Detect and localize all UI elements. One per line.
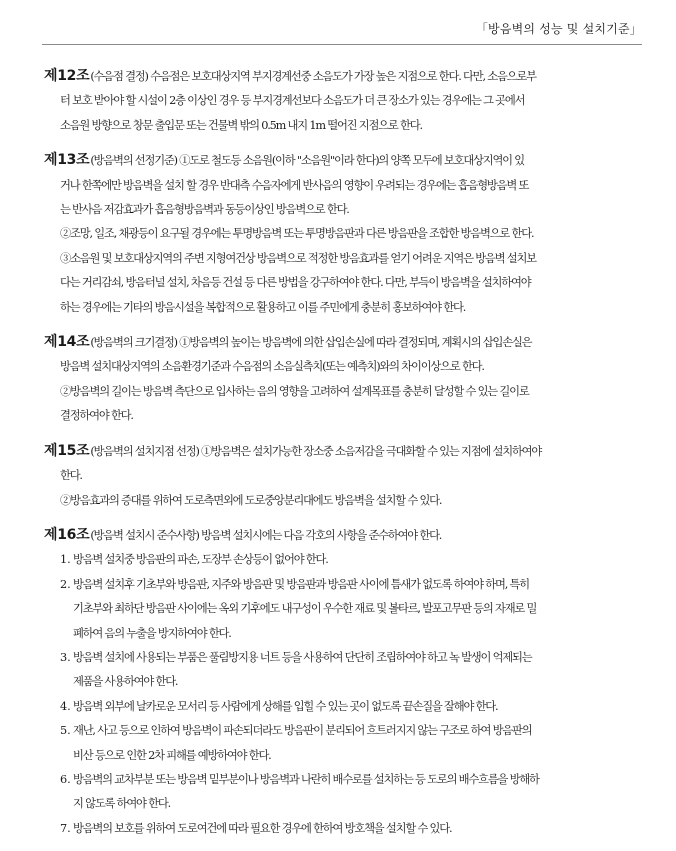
list-item-number: 1.	[60, 553, 71, 567]
list-item	[44, 548, 638, 572]
article-15	[44, 439, 638, 513]
list-item-text: 방음벽 외부에 날카로운 모서리 등 사람에게 상해를 입힐 수 있는 곳이 없도록 끝손질을 잘해야 한다.	[73, 699, 498, 713]
list-item-number: 5.	[60, 724, 71, 738]
article-number: 제13조	[44, 152, 90, 169]
article-text: ②방음벽의 길이는 방음벽 측단으로 입사하는 음의 영향을 고려하여 설계목표를 충분히 달성할 수 있는 길이로	[60, 384, 529, 398]
article-text: ③소음원 및 보호대상지역의 주변 지형여건상 방음벽으로 적정한 방음효과를 얻기 어려운 지역은 방음벽 설치보	[60, 251, 536, 265]
article-intro: 방음벽 설치시에는 다음 각호의 사항을 준수하여야 한다.	[198, 528, 442, 542]
article-text: ②방음효과의 증대를 위하여 도로측면외에 도로중앙분리대에도 방음벽을 설치할 수 있다.	[60, 493, 442, 507]
article-text: 방음벽 설치대상지역의 소음환경기준과 수음점의 소음실측치(또는 예측치)와의 차이이상으로 한다.	[60, 360, 484, 374]
list-item-text: 기초부와 최하단 방음판 사이에는 옥외 기후에도 내구성이 우수한 재료 및 볼타르, 발포고무판 등의 자재로 밀	[73, 602, 537, 616]
article-text: 거나 한쪽에만 방음벽을 설치 할 경우 반대측 수음자에게 반사음의 영향이 우려되는 경우에는 흡음형방음벽 또	[60, 178, 529, 192]
list-item	[44, 719, 638, 768]
list-item	[44, 573, 638, 646]
article-text: ①도로 철도등 소음원(이하 "소음원"이라 한다)의 양쪽 모두에 보호대상지역이 있	[176, 154, 524, 168]
article-title: (방음벽의 선정기준)	[90, 154, 177, 168]
article-text: 터 보호 받아야 할 시설이 2층 이상인 경우 등 부지경계선보다 소음도가 더 큰 장소가 있는 경우에는 그 곳에서	[60, 94, 525, 108]
list-item	[44, 646, 638, 695]
list-item-number: 7.	[60, 821, 71, 835]
article-text: ①방음벽은 설치가능한 장소중 소음저감을 극대화할 수 있는 지점에 설치하여야	[198, 444, 542, 458]
article-title: (방음벽의 크기결정)	[90, 336, 177, 350]
article-title: (수음점 결정)	[90, 70, 148, 83]
list-item-text: 지 않도록 하여야 한다.	[73, 797, 170, 811]
article-16	[44, 523, 638, 841]
list-item-text: 방음벽의 교차부분 또는 방음벽 밑부분이나 방음벽과 나란히 배수로를 설치하는 등 도로의 배수흐름을 방해하	[73, 772, 539, 786]
article-text: 결정하여야 한다.	[60, 409, 133, 423]
document-body	[44, 64, 638, 851]
article-text: ②조망, 일조, 채광등이 요구될 경우에는 투명방음벽 또는 투명방음판과 다른 방음판을 조합한 방음벽으로 한다.	[60, 227, 534, 241]
article-12	[44, 64, 638, 138]
list-item-text: 방음벽 설치후 기초부와 방음판, 지주와 방음판 및 방음판과 방음판 사이에 틈새가 없도록 하여야 하며, 특히	[73, 577, 529, 591]
article-text: 소음원 방향으로 창문 출입문 또는 건물벽 밖의 0.5m 내지 1m 떨어진 지점으로 한다.	[60, 118, 422, 132]
list-item-text: 제품을 사용하여야 한다.	[73, 675, 178, 689]
list-item-number: 3.	[60, 650, 71, 664]
list-item-text: 방음벽의 보호를 위하여 도로여건에 따라 필요한 경우에 한하여 방호책을 설치할 수 있다.	[73, 821, 452, 835]
list-item-text: 방음벽 설치중 방음판의 파손, 도장부 손상등이 없어야 한다.	[73, 553, 328, 567]
list-item	[44, 768, 638, 817]
article-text: 다는 거리감쇠, 방음터널 설치, 차음등 건설 등 다른 방법을 강구하여야 한다. 다만, 부득이 방음벽을 설치하여야	[60, 276, 531, 290]
header-rule	[42, 44, 642, 45]
running-header-title: 「방음벽의 성능 및 설치기준」	[475, 22, 642, 36]
list-item	[44, 695, 638, 719]
list-item	[44, 817, 638, 841]
list-item-text: 비산 등으로 인한 2차 피해를 예방하여야 한다.	[73, 748, 271, 762]
article-number: 제15조	[44, 442, 90, 459]
requirements-list	[44, 548, 638, 841]
list-item-number: 2.	[60, 577, 71, 591]
article-text: 수음점은 보호대상지역 부지경계선중 소음도가 가장 높은 지점으로 한다. 다만, 소음으로부	[147, 70, 536, 83]
article-text: 하는 경우에는 기타의 방음시설을 복합적으로 활용하고 이를 주민에게 충분히 홍보하여야 한다.	[60, 300, 466, 314]
article-text: 한다.	[60, 469, 82, 483]
list-item-number: 4.	[60, 699, 71, 713]
article-number: 제16조	[44, 526, 90, 543]
article-title: (방음벽의 설치지점 선정)	[90, 444, 199, 458]
article-13	[44, 148, 638, 320]
article-text: 는 반사음 저감효과가 흡음형방음벽과 동등이상인 방음벽으로 한다.	[60, 203, 349, 217]
article-text: ①방음벽의 높이는 방음벽에 의한 삽입손실에 따라 결정되며, 계획시의 삽입손실은	[176, 336, 532, 350]
list-item-text: 재난, 사고 등으로 인하여 방음벽이 파손되더라도 방음판이 분리되어 흐트러지지 않는 구조로 하여 방음판의	[73, 724, 532, 738]
article-number: 제14조	[44, 334, 90, 351]
article-number: 제12조	[44, 68, 90, 84]
list-item-text: 폐하여 음의 누출을 방지하여야 한다.	[73, 626, 231, 640]
article-title: (방음벽 설치시 준수사항)	[90, 528, 199, 542]
list-item-number: 6.	[60, 772, 71, 786]
article-14	[44, 330, 638, 429]
list-item-text: 방음벽 설치에 사용되는 부품은 풀림방지용 너트 등을 사용하여 단단히 조립하여야 하고 녹 발생이 억제되는	[73, 650, 532, 664]
